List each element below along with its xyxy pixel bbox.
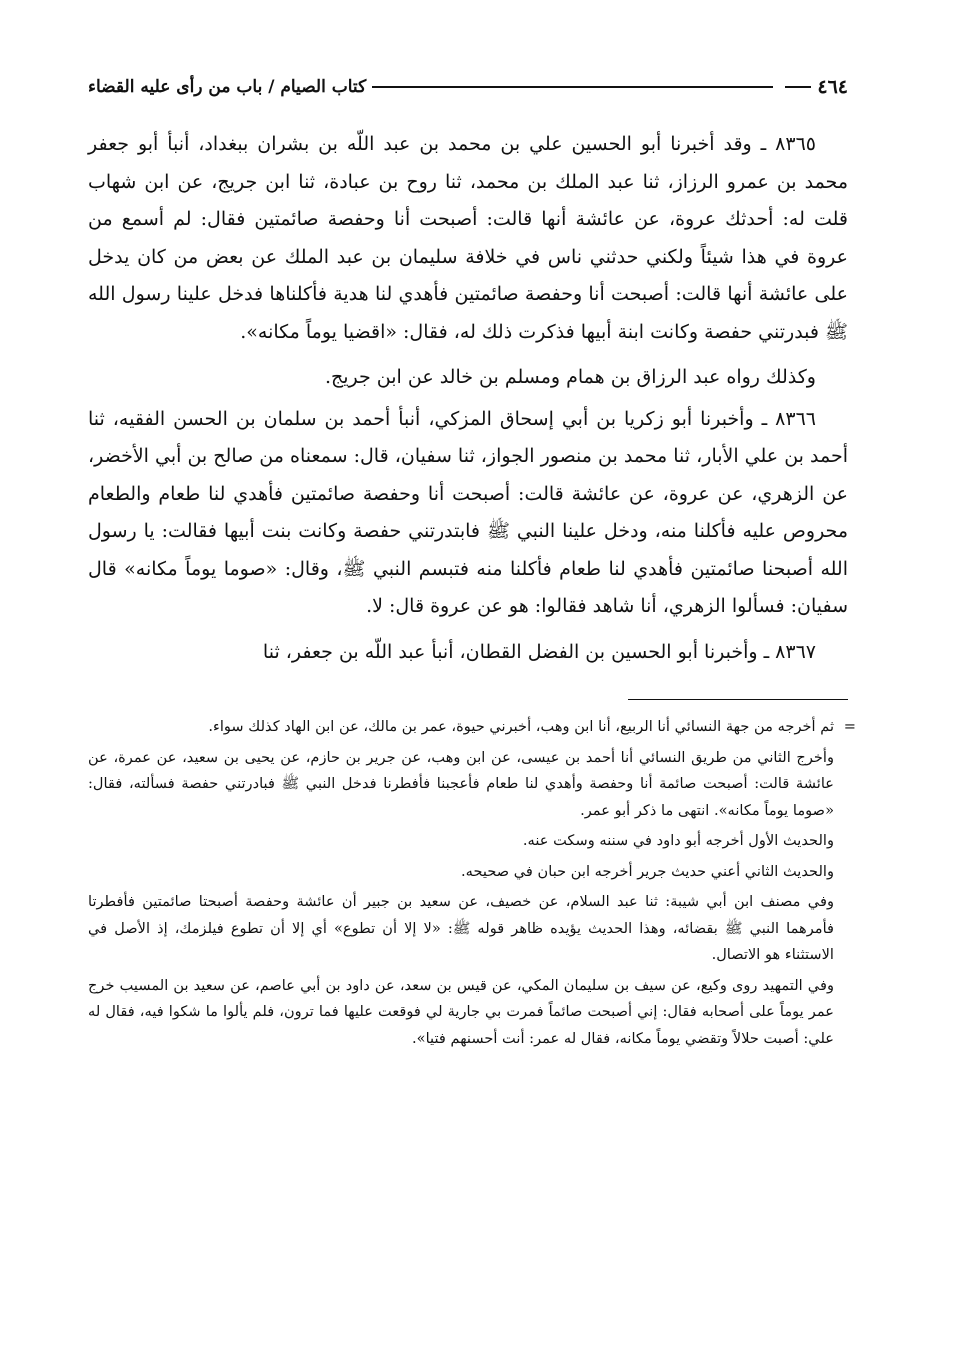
- footnotes: [88, 714, 856, 1052]
- hadith-8366: ٨٣٦٦ ـ وأخبرنا أبو زكريا بن أبي إسحاق المزكي، أنبأ أحمد بن سلمان بن الحسن الفقيه، ثنا أحمد بن علي الأبار، ثنا محمد بن منصور الجواز، ثنا سفيان، قال: سمعناه من صالح بن أبي الأخضر، عن الزهري، عن عروة، عن عائشة قالت: أصبحت أنا وحفصة صائمتين فأهدي لنا طعام والطعام محروص عليه فأكلنا منه، ودخل علينا النبي ﷺ فابتدرتني حفصة وكانت بنت أبيها فقالت: يا رسول الله أصبحنا صائمتين فأهدي لنا طعام فأكلنا منه فتبسم النبي ﷺ، وقال: «صوما يوماً مكانه» قال سفيان: فسألوا الزهري، أنا شاهد فقالوا: هو عن عروة قال: لا.: [88, 407, 848, 617]
- header-rule: [372, 86, 773, 88]
- footnote-paragraph: وفي التمهيد روى وكيع، عن سيف بن سليمان المكي، عن قيس بن سعد، عن داود بن أبي عاصم، عن سعيد بن المسيب خرج عمر يوماً على أصحابه فقال: إني أصبحت صائماً فمرت بي جارية لي فوقعت عليها فما ترون، فلم يألوا ما شكوا فيه، فقال له علي: أصبت حلالاً وتقضي يوماً مكانه، فقال له عمر: أنت أحسنهم فتيا».: [88, 976, 834, 1047]
- running-title: كتاب الصيام / باب من رأى عليه القضاء: [88, 77, 367, 97]
- footnote-separator: [628, 699, 848, 700]
- narration-note: وكذلك رواه عبد الرزاق بن همام ومسلم بن خالد عن ابن جريج.: [324, 366, 816, 388]
- footnote-paragraph: والحديث الأول أخرجه أبو داود في سننه وسكت عنه.: [522, 832, 834, 849]
- header-rule-short: [785, 86, 811, 88]
- hadith-8367: ٨٣٦٧ ـ وأخبرنا أبو الحسين بن الفضل القطان، أنبأ عبد اللّه بن جعفر، ثنا: [262, 640, 816, 663]
- footnote-text: ثم أخرجه من جهة النسائي أنا الربيع، أنا ابن وهب، أخبرني حيوة، عمر بن مالك، عن ابن الهاد كذلك سواء.: [208, 718, 834, 735]
- hadith-8365: ٨٣٦٥ ـ وقد أخبرنا أبو الحسين علي بن محمد بن عبد اللّه بن بشران ببغداد، أنبأ أبو جعفر محمد بن عمرو الرزاز، ثنا عبد الملك بن محمد، ثنا روح بن عبادة، ثنا ابن جريج، عن ابن شهاب قلت له: أحدثك عروة، عن عائشة أنها قالت: أصبحت أنا وحفصة صائمتين فقال: لم أسمع من عروة في هذا شيئاً ولكني حدثني ناس في خلافة سليمان بن عبد الملك عن بعض من كان يدخل على عائشة أنها قالت: أصبحت أنا وحفصة صائمتين فأهدي لنا هدية فأكلناها فدخل علينا رسول الله ﷺ فبدرتني حفصة وكانت ابنة أبيها فذكرت ذلك له، فقال: «اقضيا يوماً مكانه».: [88, 133, 848, 343]
- continuation-mark: =: [843, 718, 856, 735]
- footnote-paragraph: [88, 714, 856, 741]
- page-number: ٤٦٤: [817, 76, 848, 98]
- running-header: [88, 70, 848, 104]
- footnote-paragraph: وأخرج الثاني من طريق النسائي أنا أحمد بن عيسى، عن ابن وهب، عن جرير بن حازم، عن يحيى بن سعيد، عن عمرة، عن عائشة قالت: أصبحت صائمة أنا وحفصة وأهدي لنا طعام فأعجبنا فأفطرنا فدخل النبي ﷺ فبادرتني حفصة فسألته، فقال: «صوما يوماً مكانه». انتهى ما ذكر أبو عمر.: [88, 748, 834, 819]
- main-text: [88, 126, 848, 671]
- book-page: [88, 70, 856, 1330]
- footnote-paragraph: وفي مصنف ابن أبي شيبة: ثنا عبد السلام، عن خصيف، عن سعيد بن جبير أن عائشة وحفصة أصبحتا صائمتين فأفطرتا فأمرهما النبي ﷺ بقضائه، وهذا الحديث يؤيده ظاهر قوله ﷺ: «لا إلا أن تطوع» أي إلا أن تطوع فيلزمك، إذ الأصل في الاستثناء هو الاتصال.: [88, 893, 834, 963]
- footnote-paragraph: والحديث الثاني أعني حديث جرير أخرجه ابن حبان في صحيحه.: [461, 862, 834, 880]
